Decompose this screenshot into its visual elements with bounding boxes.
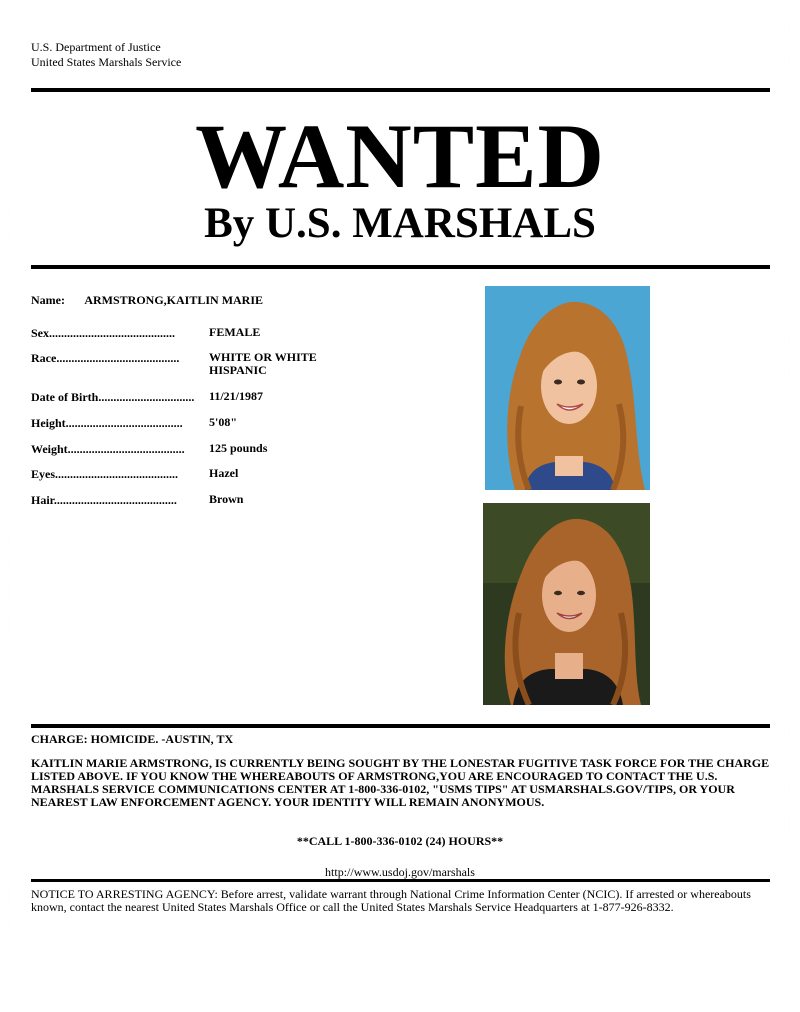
name-label: Name: [31, 293, 65, 307]
field-hair [31, 493, 349, 508]
field-value: 5'08" [209, 415, 237, 429]
narrative-text: KAITLIN MARIE ARMSTRONG, IS CURRENTLY BEING SOUGHT BY THE LONESTAR FUGITIVE TASK FORCE FOR THE CHARGE LISTED ABOVE. IF YOU KNOW THE WHEREABOUTS OF ARMSTRONG,YOU ARE ENCOURAGED TO CONTACT THE U.S. MARSHALS SERVICE COMMUNICATIONS CENTER AT 1-800-336-0102, "USMS TIPS" AT USMARSHALS.GOV/TIPS, OR YOUR NEAREST LAW ENFORCEMENT AGENCY. YOUR IDENTITY WILL REMAIN ANONYMOUS. [31, 756, 770, 809]
notice-rule [31, 879, 770, 882]
poster-title: WANTED [195, 105, 605, 207]
call-line: **CALL 1-800-336-0102 (24) HOURS** [296, 834, 504, 848]
field-label: Date of Birth................................ [31, 390, 195, 404]
website-link[interactable]: http://www.usdoj.gov/marshals [325, 865, 475, 879]
field-height [31, 416, 349, 431]
arresting-agency-notice: NOTICE TO ARRESTING AGENCY: Before arrest, validate warrant through National Crime Information Center (NCIC). If arrested or whereabouts known, contact the nearest United States Marshals Office or call the United States Marshals Service Headquarters at 1-877-926-8332. [31, 887, 751, 914]
field-label: Race......................................... [31, 351, 180, 365]
poster-subtitle: By U.S. MARSHALS [204, 200, 596, 247]
field-value: WHITE OR WHITE HISPANIC [209, 350, 317, 377]
portrait-image [483, 503, 650, 705]
field-label: Hair......................................... [31, 493, 177, 507]
name-row [31, 293, 263, 308]
charge-line: CHARGE: HOMICIDE. -AUSTIN, TX [31, 732, 234, 746]
field-value: FEMALE [209, 325, 261, 339]
field-weight [31, 442, 349, 457]
field-value: 125 pounds [209, 441, 268, 455]
field-value: Brown [209, 492, 244, 506]
field-label: Height....................................... [31, 416, 183, 430]
field-label: Eyes......................................... [31, 467, 178, 481]
title-rule [31, 265, 770, 269]
agency-department: U.S. Department of Justice [31, 40, 161, 54]
name-value: ARMSTRONG,KAITLIN MARIE [84, 293, 264, 307]
field-label: Weight....................................... [31, 442, 185, 456]
agency-service: United States Marshals Service [31, 55, 182, 69]
field-label: Sex.......................................... [31, 326, 175, 340]
field-dob [31, 390, 349, 405]
field-value: 11/21/1987 [209, 389, 264, 403]
field-eyes [31, 467, 349, 482]
subject-photo-1 [485, 286, 650, 490]
field-value: Hazel [209, 466, 239, 480]
top-rule [31, 88, 770, 92]
portrait-image [485, 286, 650, 490]
charge-rule [31, 724, 770, 728]
agency-header [31, 40, 181, 70]
field-race [31, 351, 349, 377]
subject-photo-2 [483, 503, 650, 705]
field-sex [31, 326, 349, 341]
